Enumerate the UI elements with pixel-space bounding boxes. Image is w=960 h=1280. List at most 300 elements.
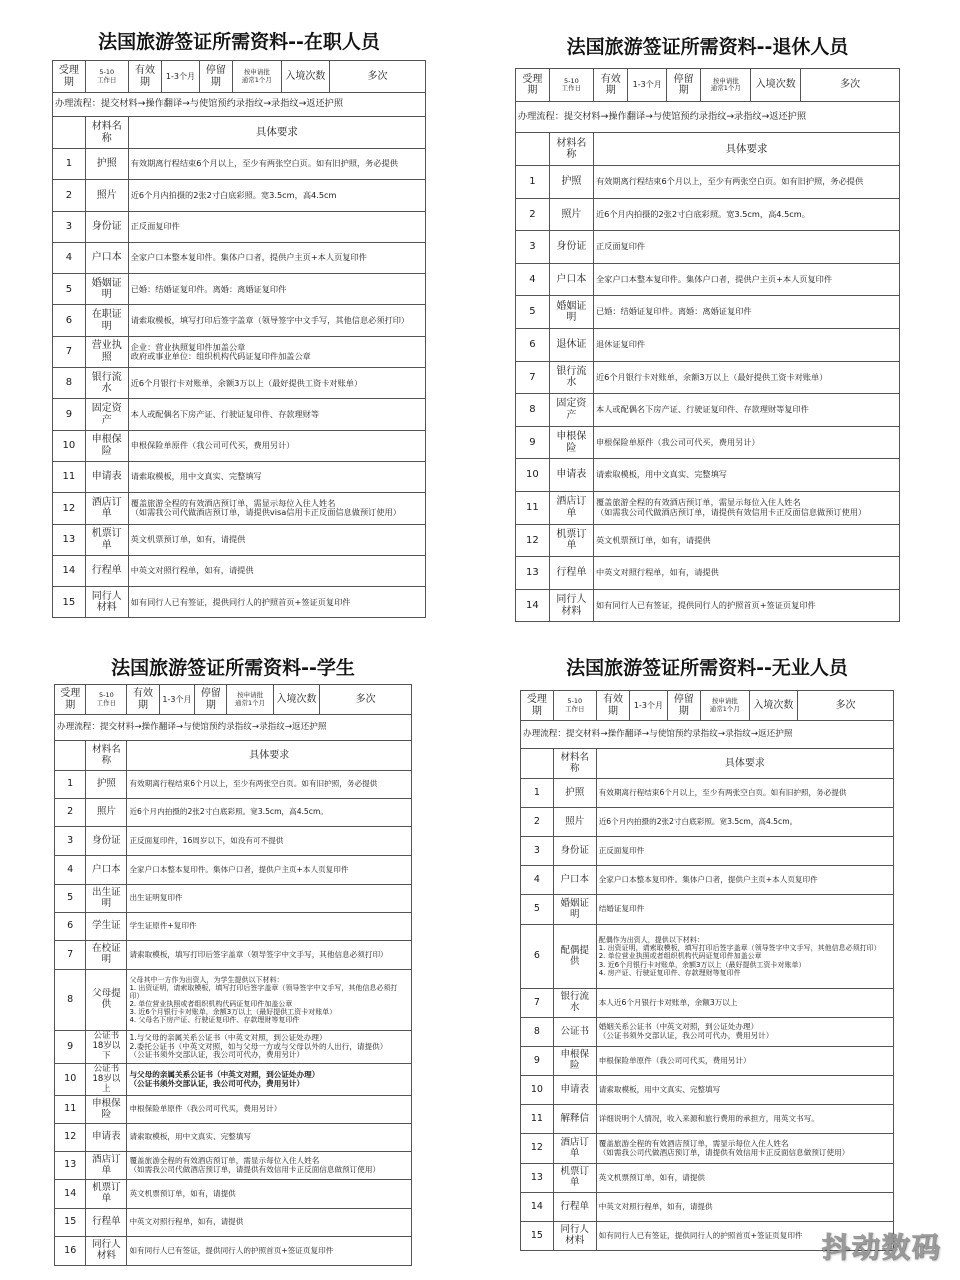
material-name: 机票订单 bbox=[86, 1180, 127, 1209]
material-name: 户口本 bbox=[85, 242, 128, 273]
table-row bbox=[55, 885, 412, 913]
header-row bbox=[516, 69, 900, 102]
requirement-text: 英文机票预订单，如有，请提供 bbox=[596, 1164, 893, 1193]
panel-title: 法国旅游签证所需资料--在职人员 bbox=[98, 31, 380, 53]
requirement-text: 中英文对照行程单，如有，请提供 bbox=[596, 1193, 893, 1222]
table-row bbox=[516, 589, 900, 622]
header-row bbox=[53, 61, 426, 93]
table-row bbox=[516, 231, 900, 264]
requirement-text: 本人近6个月银行卡对账单，余额3万以上 bbox=[596, 989, 893, 1018]
material-header: 材料名称 bbox=[86, 741, 127, 771]
requirement-text: 请索取模板，用中文真实、完整填写 bbox=[596, 1076, 893, 1105]
table-row bbox=[516, 263, 900, 296]
table-row bbox=[53, 493, 426, 524]
blank-cell bbox=[521, 749, 554, 779]
requirement-text: 请索取模板，用中文真实、完整填写 bbox=[127, 1124, 412, 1152]
row-number: 13 bbox=[516, 557, 550, 590]
row-number: 10 bbox=[53, 430, 86, 461]
row-number: 13 bbox=[521, 1164, 554, 1193]
requirement-text: 近6个月银行卡对账单，余额3万以上（最好提供工资卡对账单） bbox=[128, 368, 425, 399]
row-number: 9 bbox=[516, 426, 550, 459]
header-cell: 按申请批 通常1个月 bbox=[701, 69, 751, 102]
table-row bbox=[521, 866, 894, 895]
panel-student bbox=[54, 652, 412, 1266]
header-cell: 1-3个月 bbox=[628, 69, 666, 102]
material-name: 户口本 bbox=[86, 856, 127, 885]
table-row bbox=[53, 180, 426, 211]
table-row bbox=[521, 1193, 894, 1222]
row-number: 11 bbox=[53, 461, 86, 492]
material-name: 机票订单 bbox=[549, 524, 593, 557]
panel-title: 法国旅游签证所需资料--无业人员 bbox=[566, 657, 848, 679]
header-cell: 1-3个月 bbox=[630, 691, 667, 721]
blank-cell bbox=[55, 741, 86, 771]
row-number: 14 bbox=[516, 589, 550, 622]
requirement-header: 具体要求 bbox=[593, 133, 899, 166]
requirement-text: 请索取模板，填写打印后签字盖章（领导签字中文手写，其他信息必须打印） bbox=[128, 305, 425, 336]
material-name: 学生证 bbox=[86, 913, 127, 941]
material-name: 申根保险 bbox=[86, 1096, 127, 1124]
material-name: 护照 bbox=[553, 779, 596, 808]
material-name: 公证书 18岁以下 bbox=[86, 1031, 127, 1064]
requirement-text: 近6个月内拍摄的2张2寸白底彩照。宽3.5cm，高4.5cm。 bbox=[593, 198, 899, 231]
watermark: 抖动数码 bbox=[821, 1231, 942, 1264]
material-name: 同行人材料 bbox=[549, 589, 593, 622]
header-cell: 受理期 bbox=[521, 691, 554, 721]
table-row bbox=[55, 1064, 412, 1096]
table-row bbox=[53, 399, 426, 430]
table-row bbox=[55, 1237, 412, 1266]
row-number: 11 bbox=[521, 1105, 554, 1134]
blank-cell bbox=[53, 117, 86, 149]
row-number: 7 bbox=[53, 336, 86, 367]
requirement-text: 覆盖旅游全程的有效酒店预订单，需显示每位入住人姓名 （如需我公司代做酒店预订单，请提供visa信用卡正反面信息做预订使用） bbox=[128, 493, 425, 524]
table-row bbox=[516, 459, 900, 492]
row-number: 8 bbox=[53, 368, 86, 399]
row-number: 2 bbox=[516, 198, 550, 231]
material-name: 公证书 18岁以上 bbox=[86, 1064, 127, 1096]
process-flow: 办理流程：提交材料→操作翻译→与使馆预约录指纹→录指纹→返还护照 bbox=[53, 93, 426, 117]
requirement-header: 具体要求 bbox=[596, 749, 893, 779]
requirement-text: 申根保险单原件（我公司可代买，费用另计） bbox=[127, 1096, 412, 1124]
requirement-text: 申根保险单原件（我公司可代买，费用另计） bbox=[596, 1047, 893, 1076]
header-row bbox=[55, 685, 412, 715]
row-number: 3 bbox=[53, 211, 86, 242]
table-row bbox=[521, 989, 894, 1018]
process-flow: 办理流程：提交材料→操作翻译→与使馆预约录指纹→录指纹→返还护照 bbox=[521, 721, 894, 749]
header-cell: 按申请批 通常1个月 bbox=[701, 691, 749, 721]
flow-row bbox=[516, 102, 900, 133]
column-header-row bbox=[521, 749, 894, 779]
header-cell: 按申请批 通常1个月 bbox=[233, 61, 281, 93]
material-name: 申请表 bbox=[86, 1124, 127, 1152]
table-row bbox=[55, 1031, 412, 1064]
requirement-text: 请索取模板，填写打印后签字盖章（领导签字中文手写，其他信息必须打印） bbox=[127, 941, 412, 970]
requirement-text: 覆盖旅游全程的有效酒店预订单，需显示每位入住人姓名 （如需我公司代做酒店预订单，请提供有效信用卡正反面信息做预订使用） bbox=[127, 1152, 412, 1180]
row-number: 9 bbox=[53, 399, 86, 430]
process-flow: 办理流程：提交材料→操作翻译→与使馆预约录指纹→录指纹→返还护照 bbox=[55, 715, 412, 741]
table-row bbox=[521, 1047, 894, 1076]
header-cell: 停留期 bbox=[666, 69, 701, 102]
row-number: 3 bbox=[521, 837, 554, 866]
table-row bbox=[55, 1124, 412, 1152]
row-number: 15 bbox=[521, 1222, 554, 1251]
requirement-text: 1.与父母的亲属关系公证书（中英文对照，到公证处办理） 2.委托公证书（中英文对照，如与父母一方或与父母以外的人出行，请提供） （公证书须外交部认证，我公司可代办，费用另计） bbox=[127, 1031, 412, 1064]
header-cell: 1-3个月 bbox=[159, 685, 195, 715]
table-row bbox=[516, 524, 900, 557]
header-cell: 入境次数 bbox=[281, 61, 329, 93]
table-row bbox=[516, 491, 900, 524]
material-name: 在校证明 bbox=[86, 941, 127, 970]
material-name: 身份证 bbox=[86, 827, 127, 856]
panel-retired bbox=[515, 26, 900, 622]
material-name: 营业执照 bbox=[85, 336, 128, 367]
material-name: 申根保险 bbox=[549, 426, 593, 459]
requirement-text: 正反面复印件 bbox=[596, 837, 893, 866]
requirement-text: 中英文对照行程单，如有，请提供 bbox=[127, 1209, 412, 1237]
table-row bbox=[53, 587, 426, 618]
requirement-text: 如有同行人已有签证，提供同行人的护照首页+签证页复印件 bbox=[593, 589, 899, 622]
header-cell: 有效期 bbox=[596, 691, 630, 721]
table-row bbox=[521, 1076, 894, 1105]
material-name: 婚姻证明 bbox=[85, 274, 128, 305]
panel-title: 法国旅游签证所需资料--学生 bbox=[111, 657, 355, 679]
header-cell: 受理期 bbox=[53, 61, 86, 93]
requirement-text: 本人或配偶名下房产证、行驶证复印件、存款理财等 bbox=[128, 399, 425, 430]
material-name: 固定资产 bbox=[549, 394, 593, 427]
table-row bbox=[55, 771, 412, 799]
header-cell: 5-10 工作日 bbox=[85, 61, 128, 93]
table-row bbox=[53, 555, 426, 586]
table-row bbox=[55, 827, 412, 856]
row-number: 11 bbox=[516, 491, 550, 524]
material-name: 银行流水 bbox=[85, 368, 128, 399]
table-row bbox=[53, 211, 426, 242]
row-number: 12 bbox=[516, 524, 550, 557]
material-name: 父母提供 bbox=[86, 970, 127, 1031]
material-name: 行程单 bbox=[85, 555, 128, 586]
row-number: 16 bbox=[55, 1237, 86, 1266]
header-cell: 5-10 工作日 bbox=[553, 691, 596, 721]
row-number: 5 bbox=[516, 296, 550, 329]
requirement-text: 已婚：结婚证复印件。离婚：离婚证复印件 bbox=[593, 296, 899, 329]
row-number: 6 bbox=[53, 305, 86, 336]
row-number: 1 bbox=[55, 771, 86, 799]
header-cell: 停留期 bbox=[195, 685, 227, 715]
material-name: 婚姻证明 bbox=[553, 895, 596, 925]
row-number: 13 bbox=[55, 1152, 86, 1180]
requirement-text: 本人或配偶名下房产证、行驶证复印件、存款理财等复印件 bbox=[593, 394, 899, 427]
header-cell: 多次 bbox=[330, 61, 426, 93]
row-number: 15 bbox=[55, 1209, 86, 1237]
requirement-text: 已婚：结婚证复印件。离婚：离婚证复印件 bbox=[128, 274, 425, 305]
requirement-text: 出生证明复印件 bbox=[127, 885, 412, 913]
row-number: 9 bbox=[521, 1047, 554, 1076]
row-number: 4 bbox=[516, 263, 550, 296]
header-cell: 多次 bbox=[801, 69, 900, 102]
table-row bbox=[521, 808, 894, 837]
requirement-text: 请索取模板，用中文真实、完整填写 bbox=[128, 461, 425, 492]
row-number: 1 bbox=[516, 166, 550, 199]
header-cell: 有效期 bbox=[593, 69, 628, 102]
row-number: 9 bbox=[55, 1031, 86, 1064]
material-name: 申请表 bbox=[549, 459, 593, 492]
requirement-text: 全家户口本整本复印件。集体户口者，提供户主页+本人页复印件 bbox=[128, 242, 425, 273]
row-number: 12 bbox=[521, 1134, 554, 1164]
blank-cell bbox=[516, 133, 550, 166]
row-number: 2 bbox=[55, 799, 86, 827]
row-number: 6 bbox=[516, 328, 550, 361]
table-row bbox=[53, 305, 426, 336]
requirement-text: 如有同行人已有签证，提供同行人的护照首页+签证页复印件 bbox=[128, 587, 425, 618]
table-row bbox=[516, 328, 900, 361]
table-row bbox=[521, 1105, 894, 1134]
table-row bbox=[55, 970, 412, 1031]
row-number: 12 bbox=[55, 1124, 86, 1152]
requirements-table bbox=[515, 68, 900, 622]
table-row bbox=[521, 895, 894, 925]
column-header-row bbox=[516, 133, 900, 166]
table-row bbox=[55, 1180, 412, 1209]
material-name: 身份证 bbox=[553, 837, 596, 866]
requirement-text: 中英文对照行程单，如有，请提供 bbox=[128, 555, 425, 586]
requirement-text: 正反面复印件 bbox=[128, 211, 425, 242]
material-name: 申根保险 bbox=[85, 430, 128, 461]
material-name: 固定资产 bbox=[85, 399, 128, 430]
requirement-text: 正反面复印件 bbox=[593, 231, 899, 264]
material-name: 在职证明 bbox=[85, 305, 128, 336]
requirement-text: 结婚证复印件 bbox=[596, 895, 893, 925]
table-row bbox=[53, 274, 426, 305]
panel-title: 法国旅游签证所需资料--退休人员 bbox=[566, 36, 849, 58]
material-name: 照片 bbox=[85, 180, 128, 211]
requirement-header: 具体要求 bbox=[128, 117, 425, 149]
header-cell: 有效期 bbox=[127, 685, 159, 715]
header-cell: 多次 bbox=[320, 685, 412, 715]
requirement-text: 英文机票预订单，如有，请提供 bbox=[128, 524, 425, 555]
material-name: 机票订单 bbox=[85, 524, 128, 555]
row-number: 15 bbox=[53, 587, 86, 618]
requirement-text: 近6个月内拍摄的2张2寸白底彩照。宽3.5cm，高4.5cm bbox=[128, 180, 425, 211]
requirement-text: 近6个月内拍摄的2张2寸白底彩照。宽3.5cm，高4.5cm。 bbox=[596, 808, 893, 837]
flow-row bbox=[55, 715, 412, 741]
requirement-text: 申根保险单原件（我公司可代买，费用另计） bbox=[128, 430, 425, 461]
row-number: 2 bbox=[521, 808, 554, 837]
requirement-text: 全家户口本整本复印件。集体户口者，提供户主页+本人页复印件 bbox=[127, 856, 412, 885]
material-name: 婚姻证明 bbox=[549, 296, 593, 329]
material-name: 户口本 bbox=[549, 263, 593, 296]
requirement-text: 覆盖旅游全程的有效酒店预订单，需显示每位入住人姓名 （如需我公司代做酒店预订单，请提供有效信用卡正反面信息做预订使用） bbox=[593, 491, 899, 524]
requirement-text: 退休证复印件 bbox=[593, 328, 899, 361]
material-name: 银行流水 bbox=[549, 361, 593, 394]
row-number: 1 bbox=[521, 779, 554, 808]
table-row bbox=[521, 1018, 894, 1047]
requirement-text: 与父母的亲属关系公证书（中英文对照，到公证处办理） （公证书须外交部认证，我公司可代办，费用另计） bbox=[127, 1064, 412, 1096]
header-cell: 5-10 工作日 bbox=[549, 69, 593, 102]
material-name: 申请表 bbox=[553, 1076, 596, 1105]
row-number: 10 bbox=[55, 1064, 86, 1096]
table-row bbox=[55, 856, 412, 885]
table-row bbox=[55, 799, 412, 827]
table-row bbox=[521, 1164, 894, 1193]
row-number: 1 bbox=[53, 149, 86, 180]
requirement-text: 有效期离行程结束6个月以上，至少有两张空白页。如有旧护照，务必提供 bbox=[593, 166, 899, 199]
material-name: 银行流水 bbox=[553, 989, 596, 1018]
requirement-text: 如有同行人已有签证，提供同行人的护照首页+签证页复印件 bbox=[596, 1222, 893, 1251]
table-row bbox=[516, 166, 900, 199]
header-cell: 入境次数 bbox=[273, 685, 319, 715]
header-cell: 入境次数 bbox=[749, 691, 797, 721]
row-number: 14 bbox=[53, 555, 86, 586]
requirement-text: 企业：营业执照复印件加盖公章 政府或事业单位：组织机构代码证复印件加盖公章 bbox=[128, 336, 425, 367]
requirement-header: 具体要求 bbox=[127, 741, 412, 771]
row-number: 5 bbox=[53, 274, 86, 305]
table-row bbox=[55, 1096, 412, 1124]
header-cell: 1-3个月 bbox=[162, 61, 199, 93]
row-number: 8 bbox=[516, 394, 550, 427]
row-number: 14 bbox=[55, 1180, 86, 1209]
row-number: 8 bbox=[521, 1018, 554, 1047]
row-number: 4 bbox=[53, 242, 86, 273]
table-row bbox=[55, 1152, 412, 1180]
table-row bbox=[516, 426, 900, 459]
material-name: 酒店订单 bbox=[549, 491, 593, 524]
requirement-text: 英文机票预订单，如有，请提供 bbox=[127, 1180, 412, 1209]
panel-employed bbox=[52, 24, 426, 618]
row-number: 6 bbox=[521, 925, 554, 989]
material-name: 照片 bbox=[549, 198, 593, 231]
header-cell: 按申请批 通常1个月 bbox=[227, 685, 273, 715]
table-row bbox=[521, 925, 894, 989]
requirement-text: 学生证原件+复印件 bbox=[127, 913, 412, 941]
table-row bbox=[55, 1209, 412, 1237]
table-row bbox=[53, 336, 426, 367]
header-cell: 停留期 bbox=[667, 691, 701, 721]
table-row bbox=[53, 461, 426, 492]
material-name: 护照 bbox=[86, 771, 127, 799]
material-name: 户口本 bbox=[553, 866, 596, 895]
material-name: 解释信 bbox=[553, 1105, 596, 1134]
requirement-text: 近6个月银行卡对账单，余额3万以上（最好提供工资卡对账单） bbox=[593, 361, 899, 394]
row-number: 10 bbox=[521, 1076, 554, 1105]
material-name: 同行人材料 bbox=[553, 1222, 596, 1251]
panel-unemployed bbox=[520, 646, 894, 1251]
material-name: 配偶提供 bbox=[553, 925, 596, 989]
table-row bbox=[53, 430, 426, 461]
row-number: 6 bbox=[55, 913, 86, 941]
requirement-text: 覆盖旅游全程的有效酒店预订单，需显示每位入住人姓名 （如需我公司代做酒店预订单，请提供有效信用卡正反面信息做预订使用） bbox=[596, 1134, 893, 1164]
requirements-table bbox=[54, 684, 412, 1266]
process-flow: 办理流程：提交材料→操作翻译→与使馆预约录指纹→录指纹→返还护照 bbox=[516, 102, 900, 133]
table-row bbox=[516, 394, 900, 427]
material-name: 申根保险 bbox=[553, 1047, 596, 1076]
requirement-text: 申根保险单原件（我公司可代买，费用另计） bbox=[593, 426, 899, 459]
header-cell: 多次 bbox=[798, 691, 894, 721]
material-header: 材料名称 bbox=[553, 749, 596, 779]
material-name: 照片 bbox=[553, 808, 596, 837]
column-header-row bbox=[53, 117, 426, 149]
header-cell: 受理期 bbox=[516, 69, 550, 102]
material-name: 行程单 bbox=[553, 1193, 596, 1222]
header-cell: 入境次数 bbox=[751, 69, 801, 102]
requirement-text: 英文机票预订单，如有，请提供 bbox=[593, 524, 899, 557]
requirement-text: 父母其中一方作为出资人，为学生提供以下材料： 1. 出资证明，请索取模板，填写打印后签字盖章（领导签字中文手写，其他信息必须打印） 2. 单位营业执照或者组织机构代码证复印件加盖公章 3. 近6个月银行卡对账单，余额3万以上（最好提供工资卡对账单） 4. 父母名下房产证、行驶证复印件、存款理财等复印件 bbox=[127, 970, 412, 1031]
material-name: 酒店订单 bbox=[553, 1134, 596, 1164]
table-row bbox=[53, 149, 426, 180]
requirements-table bbox=[520, 690, 894, 1251]
material-name: 身份证 bbox=[85, 211, 128, 242]
row-number: 12 bbox=[53, 493, 86, 524]
requirement-text: 有效期离行程结束6个月以上，至少有两张空白页。如有旧护照，务必提供 bbox=[596, 779, 893, 808]
material-name: 退休证 bbox=[549, 328, 593, 361]
requirement-text: 如有同行人已有签证，提供同行人的护照首页+签证页复印件 bbox=[127, 1237, 412, 1266]
material-header: 材料名称 bbox=[549, 133, 593, 166]
requirement-text: 全家户口本整本复印件。集体户口者，提供户主页+本人页复印件 bbox=[596, 866, 893, 895]
material-name: 护照 bbox=[549, 166, 593, 199]
requirement-text: 婚姻关系公证书（中英文对照，到公证处办理） （公证书须外交部认证，我公司可代办，费用另计） bbox=[596, 1018, 893, 1047]
table-row bbox=[521, 1134, 894, 1164]
row-number: 8 bbox=[55, 970, 86, 1031]
material-name: 行程单 bbox=[86, 1209, 127, 1237]
table-row bbox=[516, 557, 900, 590]
header-cell: 有效期 bbox=[128, 61, 162, 93]
row-number: 7 bbox=[55, 941, 86, 970]
material-name: 公证书 bbox=[553, 1018, 596, 1047]
material-header: 材料名称 bbox=[85, 117, 128, 149]
row-number: 5 bbox=[55, 885, 86, 913]
table-row bbox=[516, 361, 900, 394]
header-cell: 受理期 bbox=[55, 685, 86, 715]
row-number: 7 bbox=[516, 361, 550, 394]
material-name: 同行人材料 bbox=[85, 587, 128, 618]
requirement-text: 有效期离行程结束6个月以上，至少有两张空白页。如有旧护照，务必提供 bbox=[128, 149, 425, 180]
material-name: 机票订单 bbox=[553, 1164, 596, 1193]
row-number: 2 bbox=[53, 180, 86, 211]
requirement-text: 正反面复印件，16周岁以下，如没有可不提供 bbox=[127, 827, 412, 856]
requirement-text: 中英文对照行程单，如有，请提供 bbox=[593, 557, 899, 590]
requirement-text: 有效期离行程结束6个月以上，至少有两张空白页。如有旧护照，务必提供 bbox=[127, 771, 412, 799]
row-number: 4 bbox=[521, 866, 554, 895]
row-number: 13 bbox=[53, 524, 86, 555]
column-header-row bbox=[55, 741, 412, 771]
requirements-table bbox=[52, 60, 426, 618]
table-row bbox=[53, 242, 426, 273]
row-number: 5 bbox=[521, 895, 554, 925]
flow-row bbox=[521, 721, 894, 749]
table-row bbox=[516, 198, 900, 231]
requirement-text: 请索取模板，用中文真实、完整填写 bbox=[593, 459, 899, 492]
requirement-text: 配偶作为出资人，提供以下材料： 1. 出资证明，请索取模板，填写打印后签字盖章（领导签字中文手写，其他信息必须打印） 2. 单位营业执照或者组织机构代码证复印件加盖公章 3. 近6个月银行卡对账单，余额3万以上（最好提供工资卡对账单） 4. 房产证、行驶证复印件、存款理财等复印件 bbox=[596, 925, 893, 989]
material-name: 照片 bbox=[86, 799, 127, 827]
material-name: 行程单 bbox=[549, 557, 593, 590]
table-row bbox=[53, 524, 426, 555]
material-name: 同行人材料 bbox=[86, 1237, 127, 1266]
table-row bbox=[55, 941, 412, 970]
row-number: 10 bbox=[516, 459, 550, 492]
material-name: 酒店订单 bbox=[86, 1152, 127, 1180]
row-number: 7 bbox=[521, 989, 554, 1018]
row-number: 4 bbox=[55, 856, 86, 885]
table-row bbox=[516, 296, 900, 329]
header-cell: 5-10 工作日 bbox=[86, 685, 127, 715]
flow-row bbox=[53, 93, 426, 117]
table-row bbox=[53, 368, 426, 399]
table-row bbox=[55, 913, 412, 941]
header-cell: 停留期 bbox=[199, 61, 233, 93]
row-number: 3 bbox=[516, 231, 550, 264]
row-number: 3 bbox=[55, 827, 86, 856]
row-number: 11 bbox=[55, 1096, 86, 1124]
